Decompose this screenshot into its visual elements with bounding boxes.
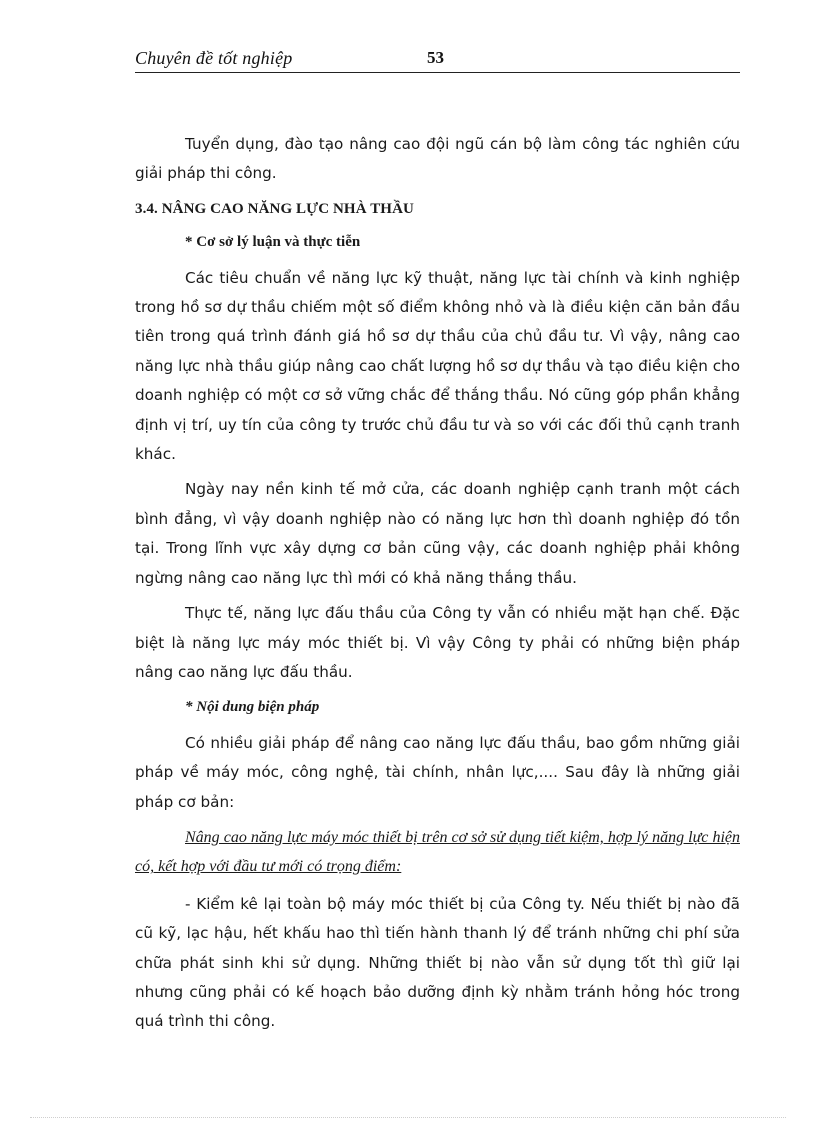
section-heading: 3.4. NÂNG CAO NĂNG LỰC NHÀ THẦU xyxy=(135,200,414,217)
subheading-basis: * Cơ sở lý luận và thực tiễn xyxy=(185,234,361,251)
paragraph-solutions: Có nhiều giải pháp để nâng cao năng lực đấu thầu, bao gồm những giải pháp về máy móc, công nghệ, tài chính, nhân lực,.... Sau đây là những giải pháp cơ bản: xyxy=(135,733,740,811)
page-number: 53 xyxy=(427,48,444,67)
paragraph-criteria: Các tiêu chuẩn về năng lực kỹ thuật, năng lực tài chính và kinh nghiệp trong hồ sơ dự thầu chiếm một số điểm không nhỏ và là điều kiện căn bản đầu tiên trong quá trình đánh giá hồ sơ dự thầu của chủ đầu tư. Vì vậy, nâng cao năng lực nhà thầu giúp nâng cao chất lượng hồ sơ dự thầu và tạo điều kiện cho doanh nghiệp có một cơ sở vững chắc để thắng thầu. Nó cũng góp phần khẳng định vị trí, uy tín của công ty trước chủ đầu tư và so với các đối thủ cạnh tranh khác. xyxy=(135,268,740,464)
underlined-solution-title: Nâng cao năng lực máy móc thiết bị trên cơ sở sử dụng tiết kiệm, hợp lý năng lực hiện có, kết hợp với đầu tư mới có trọng điểm: xyxy=(135,828,740,876)
subheading-measures: * Nội dung biện pháp xyxy=(185,699,320,716)
footer-divider xyxy=(30,1117,786,1118)
paragraph-economy: Ngày nay nền kinh tế mở cửa, các doanh nghiệp cạnh tranh một cách bình đẳng, vì vậy doanh nghiệp nào có năng lực hơn thì doanh nghiệp đó tồn tại. Trong lĩnh vực xây dựng cơ bản cũng vậy, các doanh nghiệp phải không ngừng nâng cao năng lực thì mới có khả năng thắng thầu. xyxy=(135,480,740,587)
document-body xyxy=(135,130,740,1043)
paragraph-inventory: - Kiểm kê lại toàn bộ máy móc thiết bị của Công ty. Nếu thiết bị nào đã cũ kỹ, lạc hậu, hết khấu hao thì tiến hành thanh lý để tránh những chi phí sửa chữa phát sinh khi sử dụng. Những thiết bị nào vẫn sử dụng tốt thì giữ lại nhưng cũng phải có kế hoạch bảo dưỡng định kỳ nhằm tránh hỏng hóc trong quá trình thi công. xyxy=(135,894,740,1031)
paragraph-reality: Thực tế, năng lực đấu thầu của Công ty vẫn có nhiều mặt hạn chế. Đặc biệt là năng lực máy móc thiết bị. Vì vậy Công ty phải có những biện pháp nâng cao năng lực đấu thầu. xyxy=(135,604,740,681)
page-header xyxy=(135,48,740,73)
paragraph-recruitment: Tuyển dụng, đào tạo nâng cao đội ngũ cán bộ làm công tác nghiên cứu giải pháp thi công. xyxy=(135,135,740,183)
header-title: Chuyên đề tốt nghiệp xyxy=(135,48,293,68)
